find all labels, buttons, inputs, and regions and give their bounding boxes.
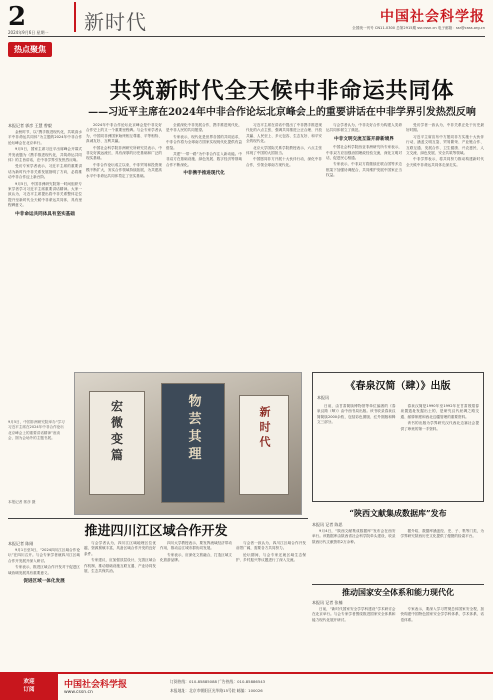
paragraph: 9月5日，国家主席习近平出席峰会开幕式并发表题为《携手推进现代化，共筑命运共同体》的主旨讲话，在中非学界引发热烈反响。 xyxy=(8,147,82,163)
paragraph: 受访专家学者表示，习近平主席的重要讲话为新时代中非关系发展指明了方向，必将推动中非合作迈上新台阶。 xyxy=(8,164,82,180)
lead-column-4 xyxy=(246,123,322,366)
paragraph: 专家表示，应深化文旅融合，打造区域文化旅游品牌。 xyxy=(160,552,232,563)
bottom-column-3 xyxy=(160,541,232,670)
paragraph: 北京大学国际关系学院教授表示，六点主张体现了中国的大国担当。 xyxy=(246,145,322,156)
paragraph: 9月5日，中国非洲研究院第一时间组织专家学者学习习近平主席重要讲话精神。大家一致认为，习近平主席提出将中非关系整体定位提升至新时代全天候中非命运共同体，具有里程碑意义。 xyxy=(8,181,82,208)
header-rule xyxy=(8,36,485,37)
book-cover xyxy=(239,395,289,495)
paragraph: 日前，由甘肃简牍博物馆等单位编著的《春泉汉简（肆）》由中西书局出版。该书收录春泉汉简简牍2000余枚，包括彩色图版、红外图版和释文三部分。 xyxy=(317,404,396,425)
bottom-column-2 xyxy=(84,541,156,670)
date-line: 2024年9月6日 星期一 xyxy=(8,30,49,35)
paragraph: 受访学者一致认为，中非关系正处于历史最好时期。 xyxy=(406,123,484,133)
photo-caption: 9月5日，中国非洲研究院举办“学习习近平主席在2024年中非合作论坛北京峰会上的重要讲话精神”座谈会，图为会场外的主题书展。 xyxy=(8,420,65,441)
bottom-column-4 xyxy=(236,541,306,670)
paragraph: 中国社会科学院西亚非洲研究所专家表示，中非双方应加强治国理政经验交流，深化文明对话，促进民心相通。 xyxy=(326,145,402,161)
paragraph: 9月4日，“陕西文献集成数据库”发布会在西安举行。该数据库由陕西省社会科学院牵头建设，收录陕西历代文献资料2万余种。 xyxy=(312,529,396,544)
footer-website[interactable]: www.cssn.cn xyxy=(64,690,93,695)
book-title-text: 宏 微 变 篇 xyxy=(109,400,124,461)
paragraph: 该书的出版为学界研究汉代西北边塞社会提供了珍贵的第一手资料。 xyxy=(400,421,479,431)
book-release-box xyxy=(312,372,484,502)
related-article-byline: 本报讯 记者 陈思 xyxy=(312,522,343,527)
paragraph: 中非合作论坛成立以来，中非贸易和投资规模不断扩大，务实合作领域持续拓展，为共建高水平中非命运共同体奠定了坚实基础。 xyxy=(86,162,162,178)
hot-topic-label: 热点聚焦 xyxy=(8,42,52,57)
paragraph: 全面深化中非发展合作，携手推进现代化，是中非人民的共同愿望。 xyxy=(166,123,242,133)
security-article-byline: 本报讯 记者 张楠 xyxy=(312,600,343,605)
footer-paper-name: 中国社会科学报 xyxy=(64,680,128,690)
subscribe-badge-line2: 订阅 xyxy=(23,687,35,693)
section-title: 新时代 xyxy=(84,10,147,34)
security-article-title: 推动国家安全体系和能力现代化 xyxy=(342,587,454,597)
photo-credit: 本报记者 郭彦 摄 xyxy=(8,500,36,504)
box-body xyxy=(317,404,479,502)
lead-column-1 xyxy=(8,130,82,366)
subheading: 中非文明交流互鉴开辟新境界 xyxy=(334,136,394,142)
paragraph: 中国愿同非方开展十大伙伴行动，深化中非合作，引领全球南方现代化。 xyxy=(246,157,322,167)
security-article-body xyxy=(312,607,484,670)
footer-phone: 订阅热线：010-85885088 广告热线：010-85886543 xyxy=(170,679,266,684)
related-article-title: “陕西文献集成数据库”发布 xyxy=(349,508,447,518)
masthead-logo: 中国社会科学报 xyxy=(380,9,485,25)
lead-article-title: 共筑新时代全天候中非命运共同体 xyxy=(109,78,455,104)
lead-column-6 xyxy=(406,123,484,366)
paragraph: 与会学者认为，中非友好合作为构建人类命运共同体树立了典范。 xyxy=(326,123,402,133)
paragraph: 专家表示，推进区域合作开发对于促进区域协调发展具有重要意义。 xyxy=(8,565,80,575)
paragraph: 四川大学教授表示，要发挥流域经济带动作用，推动沿江城市群协同发展。 xyxy=(160,541,232,551)
paragraph: 据介绍，数据库涵盖经、史、子、集等门类，为学界研究陕西历史文化提供了便捷的检索平台。 xyxy=(400,529,484,539)
subscribe-badge[interactable] xyxy=(0,674,58,700)
subscribe-badge-line1: 欢迎 xyxy=(23,679,35,685)
paragraph: 专家表示，要深入学习贯彻总体国家安全观，加快构建中国特色国家安全学学科体系、学术体系、话语体系。 xyxy=(400,607,484,622)
lead-column-5 xyxy=(326,123,402,366)
lead-article-byline: 本报记者 郭彦 王慧 曾毅 xyxy=(8,123,52,128)
bottom-column-1 xyxy=(8,548,80,670)
paragraph: 日前，“新时代国家安全学学科建设”学术研讨会在北京举行。与会专家学者围绕推进国家安全体系和能力现代化展开研讨。 xyxy=(312,607,396,622)
subheading: 中非携手推进现代化 xyxy=(183,171,225,177)
box-byline: 本报讯 xyxy=(317,395,329,400)
paragraph: 中国社会科学院非洲研究所研究员表示，中非友好源远流长，具有深厚的历史基础和广泛的现实基础。 xyxy=(86,145,162,161)
paragraph: 春泉汉简是1990年至1992年在甘肃敦煌春泉置遗址发掘出土的，是研究汉代丝绸之路交通、邮驿制度和西北边疆管理的重要资料。 xyxy=(400,404,479,419)
paragraph: 习近平主席宣布中方愿同非方实施十大伙伴行动，涵盖文明互鉴、贸易繁荣、产业链合作、互联互通、发展合作、卫生健康、兴农惠民、人文交流、绿色发展、安全共筑等领域。 xyxy=(406,134,484,156)
paragraph: 习近平主席在讲话中提出了中非携手推进现代化的六点主张，强调共同推进公正合理、开放共赢、人民至上、多元包容、生态友好、和平安全的现代化。 xyxy=(246,123,322,144)
subheading: 中非命运共同体具有坚实基础 xyxy=(15,211,75,217)
book-title-text: 物 芸 其 理 xyxy=(185,394,201,460)
book-title-text: 新 时 代 xyxy=(258,406,271,447)
header-divider xyxy=(74,2,76,32)
book-exhibition-photo xyxy=(74,372,302,515)
related-article-body xyxy=(312,529,484,581)
box-title: 《春泉汉简（肆）》出版 xyxy=(345,381,451,392)
lead-article-subtitle: ——习近平主席在2024年中非合作论坛北京峰会上的重要讲话在中非学界引发热烈反响 xyxy=(88,107,476,118)
section-rule xyxy=(312,584,484,585)
paragraph: 金秋时节，以“携手推进现代化，共筑高水平中非命运共同体”为主题的2024年中非合作论坛峰会在北京举行。 xyxy=(8,130,82,145)
paragraph: 共建“一带一路”为中非合作注入新动能。中非双方在基础设施、绿色发展、数字经济等领域合作不断深化。 xyxy=(166,152,242,167)
paragraph: 专家表示，中非双方将继续在联合国等多边框架下加强协调配合，共同维护发展中国家正当权益。 xyxy=(326,162,402,178)
page-number: 2 xyxy=(8,2,27,32)
subheading: 促进区域一体化发展 xyxy=(23,579,65,585)
lead-column-3 xyxy=(166,123,242,366)
paragraph: 中非学界表示，将共同努力推动构建新时代全天候中非命运共同体走深走实。 xyxy=(406,157,484,167)
masthead-info: 全国统一刊号 CN11-0300 总第2915期 ssr.cssn.cn 电子邮箱：ssr@cass.org.cn xyxy=(352,26,485,30)
book-cover xyxy=(89,391,145,495)
paragraph: 9月1日至3日，“2024四川江区域合作论坛”在四川召开。与会专家学者就四川江区域合作开发展开深入研讨。 xyxy=(8,548,80,563)
section-rule xyxy=(8,518,308,519)
bottom-article-title: 推进四川江区域合作开发 xyxy=(84,524,228,539)
book-cover xyxy=(161,383,225,503)
paragraph: 论坛期间，与会专家还就区域生态保护、乡村振兴等议题进行了深入交流。 xyxy=(236,552,306,563)
paragraph: 与会学者认为，四川江区域地理区位优越，资源禀赋丰富，具备区域合作开发的良好条件。 xyxy=(84,541,156,556)
footer-address: 本报地址：北京市朝阳区光华路15号院 邮编：100026 xyxy=(170,688,263,693)
paragraph: 专家建议，应加强顶层设计，完善区域合作机制，推动基础设施互联互通、产业协同发展、生态共保共治。 xyxy=(84,558,156,574)
paragraph: 2024年中非合作论坛北京峰会是中非友好合作史上的又一个重要里程碑。与会专家学者认为，中国同非洲国家始终相互尊重、平等相待、真诚友好、互利共赢。 xyxy=(86,123,162,144)
bottom-article-byline: 本报记者 陈刚 xyxy=(8,541,34,546)
paragraph: 与会者一致认为，四川江区域合作开发前景广阔，需要各方共同努力。 xyxy=(236,541,306,551)
lead-column-2 xyxy=(86,123,162,366)
paragraph: 专家表示，现代化是世界各国的共同追求，中非合作将为全球南方国家实现现代化提供有益借鉴。 xyxy=(166,134,242,150)
